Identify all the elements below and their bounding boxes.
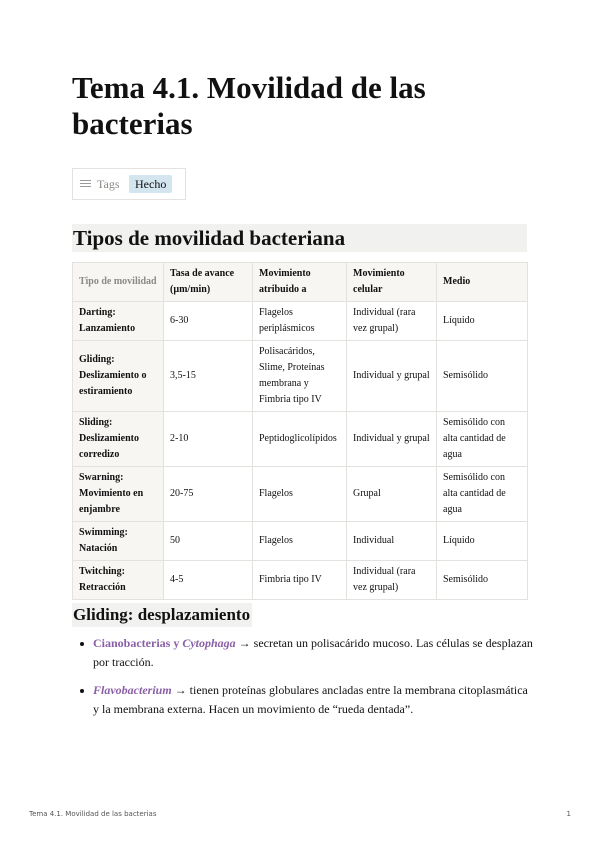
cell-medium: Semisólido con alta cantidad de agua xyxy=(437,467,528,522)
page-title: Tema 4.1. Movilidad de las bacterias xyxy=(72,70,426,141)
list-item xyxy=(93,634,533,672)
bullet-text: → tienen proteínas globulares ancladas entre la membrana citoplasmática y la membrana externa. Hacen un movimiento de “rueda dentada”. xyxy=(93,683,528,716)
table-header-row xyxy=(73,263,528,302)
cell-cellular: Individual (rara vez grupal) xyxy=(347,561,437,600)
cell-rate: 4-5 xyxy=(164,561,253,600)
cell-attributed: Peptidoglicolípidos xyxy=(253,412,347,467)
cell-attributed: Polisacáridos, Slime, Proteínas membrana y Fimbria tipo IV xyxy=(253,341,347,412)
section-title: Tipos de movilidad bacteriana xyxy=(72,224,527,252)
header-tasa: Tasa de avance (µm/min) xyxy=(164,263,253,302)
table-row xyxy=(73,467,528,522)
cell-cellular: Individual xyxy=(347,522,437,561)
list-item xyxy=(93,681,533,719)
table-row xyxy=(73,561,528,600)
cell-attributed: Flagelos xyxy=(253,522,347,561)
cell-medium: Semisólido xyxy=(437,561,528,600)
cell-type: Gliding: Deslizamiento o estiramiento xyxy=(73,341,164,412)
cell-cellular: Individual y grupal xyxy=(347,341,437,412)
list-icon xyxy=(80,180,91,188)
gliding-title: Gliding: desplazamiento xyxy=(72,603,252,627)
cell-rate: 20-75 xyxy=(164,467,253,522)
tags-label: Tags xyxy=(97,176,120,191)
cell-attributed: Fimbria tipo IV xyxy=(253,561,347,600)
cell-type: Sliding: Deslizamiento corredizo xyxy=(73,412,164,467)
table-row xyxy=(73,341,528,412)
cell-rate: 6-30 xyxy=(164,302,253,341)
tag-hecho[interactable]: Hecho xyxy=(129,175,172,193)
cell-medium: Semisólido con alta cantidad de agua xyxy=(437,412,528,467)
taxon-italic: Cytophaga xyxy=(182,636,236,650)
cell-type: Darting: Lanzamiento xyxy=(73,302,164,341)
gliding-list xyxy=(72,634,533,728)
cell-medium: Semisólido xyxy=(437,341,528,412)
cell-cellular: Individual (rara vez grupal) xyxy=(347,302,437,341)
cell-type: Twitching: Retracción xyxy=(73,561,164,600)
cell-cellular: Individual y grupal xyxy=(347,412,437,467)
header-atribuido: Movimiento atribuido a xyxy=(253,263,347,302)
header-tipo: Tipo de movilidad xyxy=(73,263,164,302)
table-row xyxy=(73,412,528,467)
bullet-text: → secretan un polisacárido mucoso. Las células se desplazan por tracción. xyxy=(93,636,533,669)
cell-type: Swarning: Movimiento en enjambre xyxy=(73,467,164,522)
cell-rate: 2-10 xyxy=(164,412,253,467)
cell-rate: 3,5-15 xyxy=(164,341,253,412)
header-medio: Medio xyxy=(437,263,528,302)
cell-type: Swimming: Natación xyxy=(73,522,164,561)
tags-property[interactable] xyxy=(73,177,129,192)
cell-cellular: Grupal xyxy=(347,467,437,522)
cell-rate: 50 xyxy=(164,522,253,561)
header-celular: Movimiento celular xyxy=(347,263,437,302)
taxon-italic: Flavobacterium xyxy=(93,683,172,697)
cell-attributed: Flagelos periplásmicos xyxy=(253,302,347,341)
footer-title: Tema 4.1. Movilidad de las bacterias xyxy=(29,810,157,818)
table-row xyxy=(73,522,528,561)
properties-row xyxy=(72,168,186,200)
mobility-table xyxy=(72,262,528,600)
cell-attributed: Flagelos xyxy=(253,467,347,522)
taxon-highlight: Cianobacterias y xyxy=(93,636,183,650)
page-number: 1 xyxy=(566,810,571,818)
cell-medium: Líquido xyxy=(437,522,528,561)
table-row xyxy=(73,302,528,341)
cell-medium: Líquido xyxy=(437,302,528,341)
